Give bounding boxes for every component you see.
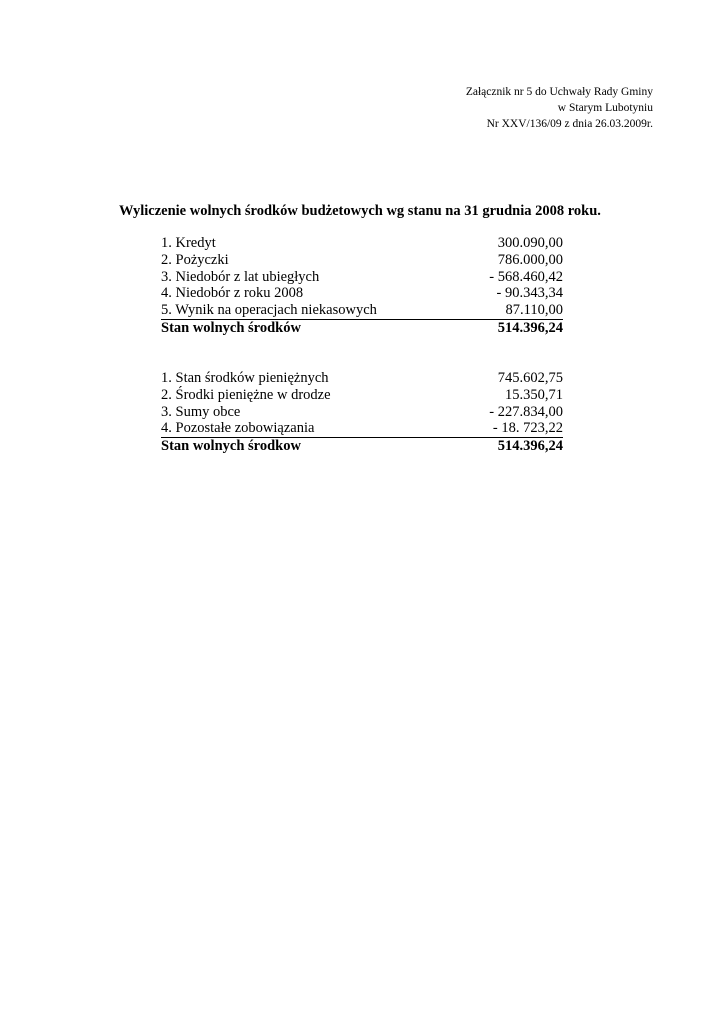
row-label: 3. Sumy obce: [161, 403, 241, 420]
budget-calculation-table: [161, 235, 563, 337]
table-row: [161, 269, 563, 286]
document-title: Wyliczenie wolnych środków budżetowych wg stanu na 31 grudnia 2008 roku.: [119, 203, 601, 219]
row-label: 1. Stan środków pieniężnych: [161, 370, 329, 386]
table-row: [161, 235, 563, 252]
table-row: [161, 285, 563, 302]
row-value: 745.602,75: [497, 370, 563, 386]
row-label: 5. Wynik na operacjach niekasowych: [161, 302, 377, 319]
total-value: 514.396,24: [497, 319, 563, 336]
table-row: [161, 387, 563, 404]
table-row: [161, 252, 563, 269]
header-line-place: w Starym Lubotyniu: [557, 102, 653, 114]
table-total-row: [161, 438, 563, 455]
row-label: 4. Niedobór z roku 2008: [161, 285, 304, 302]
header-line-resolution: Nr XXV/136/09 z dnia 26.03.2009r.: [486, 118, 653, 130]
table-row: [161, 302, 563, 320]
row-value: 300.090,00: [497, 235, 563, 251]
total-label: Stan wolnych środkow: [161, 438, 301, 455]
row-label: 4. Pozostałe zobowiązania: [161, 420, 315, 437]
row-value: 786.000,00: [497, 251, 563, 268]
table-row: [161, 370, 563, 387]
cash-calculation-table: [161, 370, 563, 455]
row-value: - 90.343,34: [496, 285, 563, 302]
row-label: 1. Kredyt: [161, 235, 216, 251]
header-line-attachment: Załącznik nr 5 do Uchwały Rady Gminy: [465, 86, 653, 98]
row-label: 2. Pożyczki: [161, 251, 229, 268]
row-value: 15.350,71: [505, 386, 563, 403]
row-value: - 227.834,00: [489, 403, 563, 420]
row-label: 2. Środki pieniężne w drodze: [161, 386, 331, 403]
total-value: 514.396,24: [497, 438, 563, 455]
table-row: [161, 420, 563, 438]
document-header: [466, 84, 653, 132]
row-label: 3. Niedobór z lat ubiegłych: [161, 268, 320, 285]
table-row: [161, 404, 563, 421]
table-total-row: [161, 320, 563, 337]
total-label: Stan wolnych środków: [161, 319, 301, 336]
row-value: - 18. 723,22: [492, 420, 563, 437]
row-value: - 568.460,42: [489, 268, 563, 285]
row-value: 87.110,00: [505, 302, 563, 319]
